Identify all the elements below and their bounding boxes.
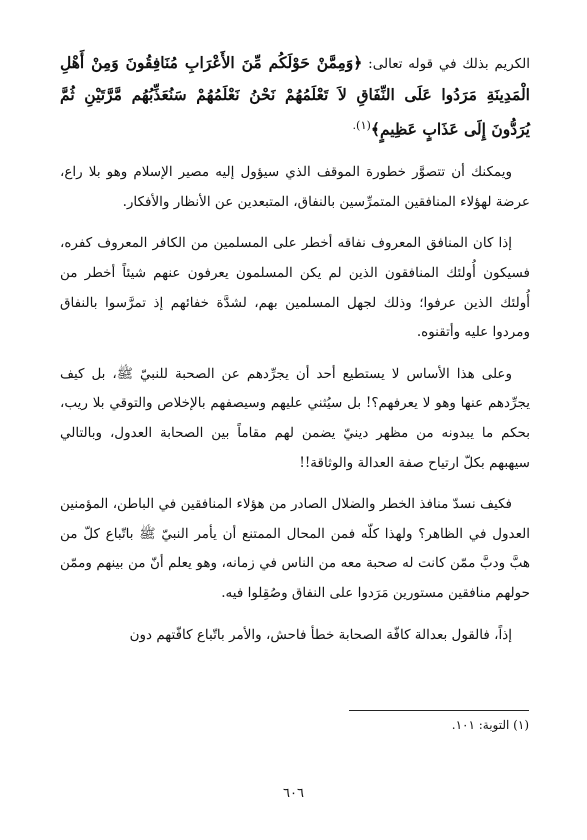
paragraph-3: إذا كان المنافق المعروف نفاقه أخطر على المسلمين من الكافر المعروف كفره، فسيكون أُولئك المنافقون الذين لم يكن المسلمون يعرفون عنهم شيئاً أخطر من أُولئك الذين عرفوا؛ وذلك لجهل المسلمين بهم، لشدَّة خفائهم إذ تمرَّسوا بالنفاق ومردوا عليه وأتقنوه.	[60, 235, 530, 341]
footnote: (١) التوبة: ١٠١.	[451, 718, 529, 732]
footnote-divider	[349, 710, 529, 711]
paragraph-1-lead: الكريم بذلك في قوله تعالى:	[362, 56, 530, 72]
page-number: ٦٠٦	[283, 786, 304, 801]
paragraph-1	[60, 48, 530, 146]
paragraph-6: إذاً، فالقول بعدالة كافّة الصحابة خطأ فاحش، والأمر باتّباع كافّتهم دون	[129, 626, 512, 643]
quran-verse: ﴿وَمِمَّنْ حَوْلَكُم مِّنَ الأَعْرَابِ مُنَافِقُونَ وَمِنْ أَهْلِ الْمَدِينَةِ مَرَدُوا عَلَى النِّفَاقِ لاَ تَعْلَمُهُمْ نَحْنُ نَعْلَمُهُمْ سَنُعَذِّبُهُم مَّرَّتَيْنِ ثُمَّ يُرَدُّونَ إِلَى عَذَابٍ عَظِيمٍ﴾	[60, 53, 530, 139]
paragraph-5: فكيف نسدّ منافذ الخطر والضلال الصادر من هؤلاء المنافقين في الباطن، المؤمنين العدول في الظاهر؟ ولهذا كلّه فمن المحال الممتنع أن يأمر النبيّ ﷺ باتّباع كلّ من هبَّ ودبَّ ممّن كانت له صحبة معه من الناس في زمانه، وهو يعلم أنّ من بينهم وممّن حولهم منافقين مستورين مَرَدوا على النفاق وصُقِلوا فيه.	[60, 496, 530, 601]
body-text	[60, 48, 530, 662]
footnote-reference: (١).	[352, 119, 371, 133]
paragraph-4: وعلى هذا الأساس لا يستطيع أحد أن يجرِّدهم عن الصحبة للنبيّ ﷺ، بل كيف يجرِّدهم عنها وهو لا يعرفهم؟! بل سيُثني عليهم وسيصفهم بالإخلاص والتوقي بلا ريب، بحكم ما يبدونه من مظهر دينيّ يضمن لهم مقاماً بين الصحابة العدول، وبالتالي سيهبهم بكلّ ارتياح صفة العدالة والوثاقة!!	[60, 365, 530, 471]
paragraph-2: ويمكنك أن تتصوَّر خطورة الموقف الذي سيؤول إليه مصير الإسلام وهو بلا راع، عرضة لهؤلاء المنافقين المتمرِّسين بالنفاق، المتبعدين عن الأنظار والأفكار.	[60, 164, 530, 210]
